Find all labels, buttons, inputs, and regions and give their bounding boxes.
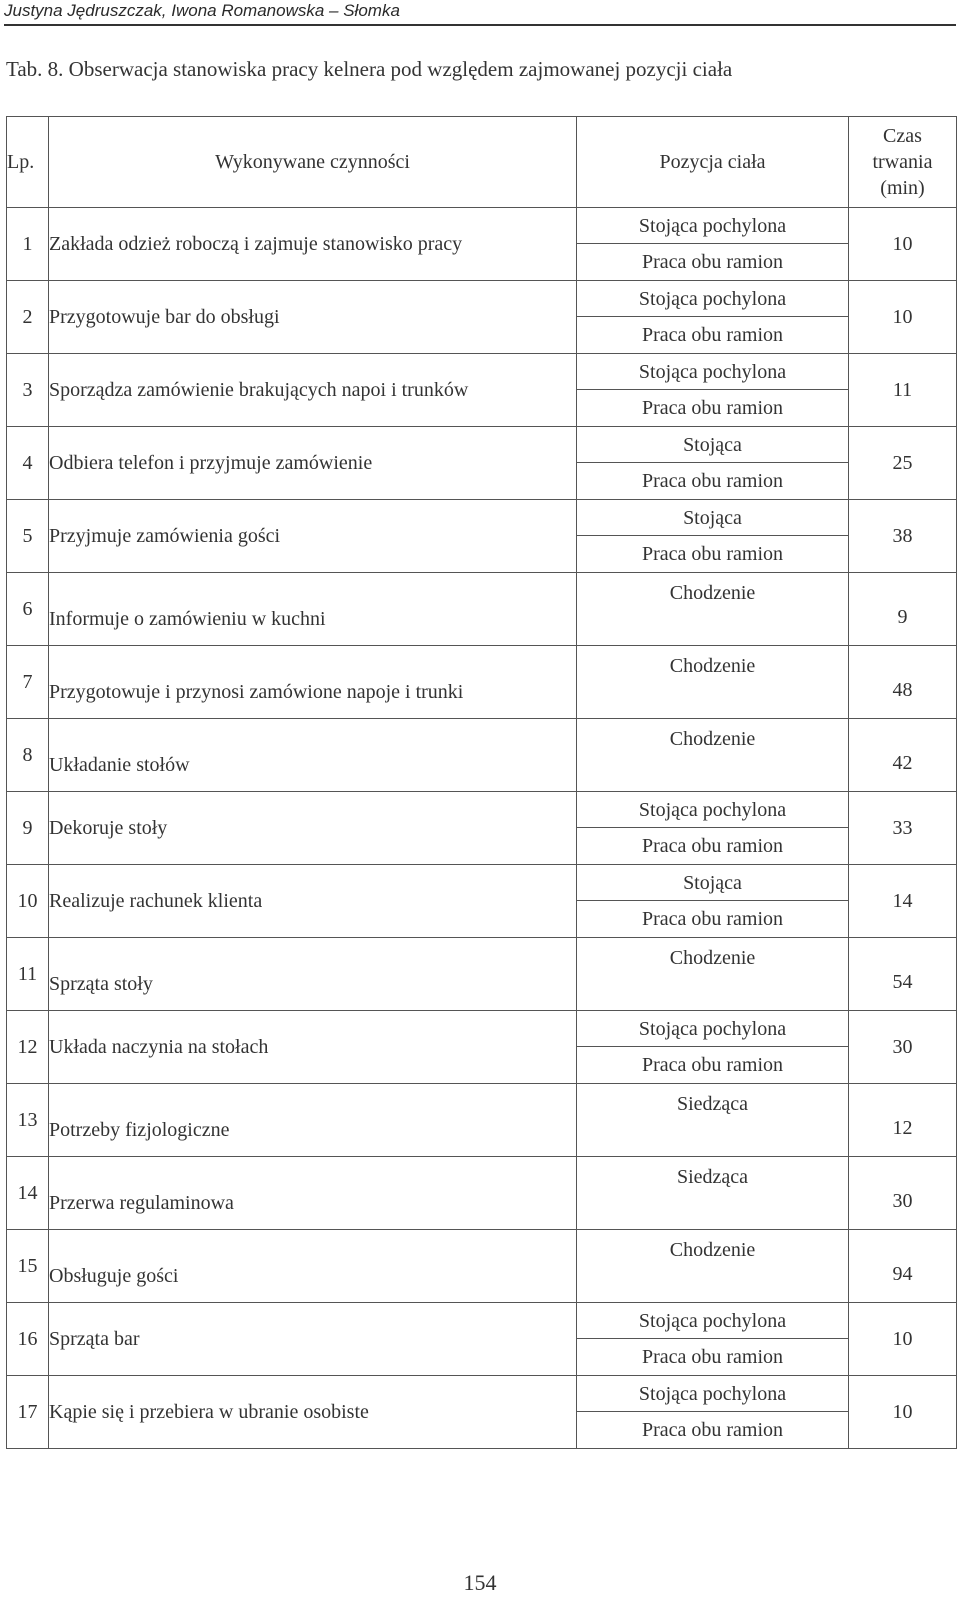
position-primary: Stojąca pochylona [577,208,848,244]
position-primary: Stojąca [577,427,848,463]
row-lp: 9 [7,792,49,865]
row-duration: 14 [849,865,957,938]
row-position [577,281,849,354]
row-activity: Układa naczynia na stołach [49,1011,577,1084]
table-row [7,938,957,1011]
row-duration: 30 [849,1157,957,1230]
row-duration: 10 [849,281,957,354]
row-activity: Realizuje rachunek klienta [49,865,577,938]
row-lp: 15 [7,1230,49,1303]
table-row [7,646,957,719]
row-activity: Przygotowuje bar do obsługi [49,281,577,354]
row-lp: 2 [7,281,49,354]
row-activity: Sporządza zamówienie brakujących napoi i trunków [49,354,577,427]
position-primary: Stojąca pochylona [577,281,848,317]
row-duration: 10 [849,1376,957,1449]
row-lp: 3 [7,354,49,427]
table-caption: Tab. 8. Obserwacja stanowiska pracy kelnera pod względem zajmowanej pozycji ciała [6,57,733,81]
row-activity: Sprząta stoły [49,938,577,1011]
row-activity: Potrzeby fizjologiczne [49,1084,577,1157]
row-position [577,573,849,646]
row-activity: Dekoruje stoły [49,792,577,865]
row-duration: 42 [849,719,957,792]
position-primary: Stojąca pochylona [577,1303,848,1339]
row-duration: 33 [849,792,957,865]
position-primary: Chodzenie [669,655,756,677]
position-primary: Chodzenie [669,728,756,750]
position-secondary: Praca obu ramion [641,835,784,857]
row-activity: Przyjmuje zamówienia gości [49,500,577,573]
table-row [7,354,957,427]
row-position [577,208,849,281]
row-activity: Układanie stołów [49,719,577,792]
row-activity: Odbiera telefon i przyjmuje zamówienie [49,427,577,500]
row-duration: 54 [849,938,957,1011]
row-position [577,354,849,427]
header-activity: Wykonywane czynności [49,117,577,208]
row-lp: 14 [7,1157,49,1230]
row-position [577,427,849,500]
position-primary: Chodzenie [669,947,756,969]
row-duration: 10 [849,1303,957,1376]
position-secondary: Praca obu ramion [641,324,784,346]
table-row [7,500,957,573]
table-row [7,1303,957,1376]
row-position [577,719,849,792]
header-duration-line1: Czas [883,125,922,147]
table-header-row [7,117,957,208]
position-secondary: Praca obu ramion [641,1054,784,1076]
row-lp: 8 [7,719,49,792]
row-activity: Obsługuje gości [49,1230,577,1303]
row-lp: 12 [7,1011,49,1084]
table-row [7,865,957,938]
position-secondary: Praca obu ramion [641,543,784,565]
header-position: Pozycja ciała [577,117,849,208]
row-duration: 9 [849,573,957,646]
position-secondary: Praca obu ramion [641,470,784,492]
row-position [577,1303,849,1376]
row-lp: 17 [7,1376,49,1449]
position-secondary: Praca obu ramion [641,251,784,273]
header-duration-line2: trwania [872,151,933,173]
row-activity: Zakłada odzież roboczą i zajmuje stanowisko pracy [49,208,577,281]
row-position [577,500,849,573]
row-lp: 5 [7,500,49,573]
row-lp: 4 [7,427,49,500]
row-duration: 48 [849,646,957,719]
row-duration: 94 [849,1230,957,1303]
row-duration: 30 [849,1011,957,1084]
running-header [4,0,956,26]
row-lp: 10 [7,865,49,938]
table-row [7,1230,957,1303]
row-duration: 25 [849,427,957,500]
row-activity: Informuje o zamówieniu w kuchni [49,573,577,646]
row-lp: 16 [7,1303,49,1376]
position-secondary: Praca obu ramion [641,908,784,930]
table-row [7,1084,957,1157]
position-secondary: Praca obu ramion [641,1346,784,1368]
position-primary: Stojąca pochylona [577,1376,848,1412]
table-row [7,208,957,281]
row-duration: 11 [849,354,957,427]
row-lp: 11 [7,938,49,1011]
row-activity: Kąpie się i przebiera w ubranie osobiste [49,1376,577,1449]
row-duration: 12 [849,1084,957,1157]
row-activity: Przerwa regulaminowa [49,1157,577,1230]
position-secondary: Praca obu ramion [641,1419,784,1441]
row-position [577,1084,849,1157]
row-duration: 38 [849,500,957,573]
row-position [577,865,849,938]
table-row [7,573,957,646]
row-position [577,1230,849,1303]
table-row [7,792,957,865]
table-row [7,281,957,354]
table-row [7,1157,957,1230]
row-position [577,938,849,1011]
header-authors: Justyna Jędruszczak, Iwona Romanowska – Słomka [4,1,400,20]
row-lp: 13 [7,1084,49,1157]
table-row [7,719,957,792]
row-activity: Przygotowuje i przynosi zamówione napoje i trunki [49,646,577,719]
observation-table [6,116,957,1449]
header-duration-line3: (min) [880,177,925,199]
position-primary: Stojąca [577,865,848,901]
row-position [577,1011,849,1084]
row-position [577,1157,849,1230]
position-secondary: Praca obu ramion [641,397,784,419]
row-position [577,646,849,719]
position-primary: Siedząca [676,1166,749,1188]
row-position [577,1376,849,1449]
row-duration: 10 [849,208,957,281]
row-lp: 6 [7,573,49,646]
position-primary: Stojąca pochylona [577,792,848,828]
row-lp: 7 [7,646,49,719]
row-activity: Sprząta bar [49,1303,577,1376]
position-primary: Stojąca pochylona [577,1011,848,1047]
position-primary: Stojąca [577,500,848,536]
row-position [577,792,849,865]
header-duration [849,117,957,208]
position-primary: Chodzenie [669,582,756,604]
table-row [7,1376,957,1449]
row-lp: 1 [7,208,49,281]
position-primary: Chodzenie [669,1239,756,1261]
position-primary: Stojąca pochylona [577,354,848,390]
table-row [7,1011,957,1084]
table-row [7,427,957,500]
page-number: 154 [463,1570,497,1595]
header-lp: Lp. [7,117,49,208]
position-primary: Siedząca [676,1093,749,1115]
table-body [7,208,957,1449]
